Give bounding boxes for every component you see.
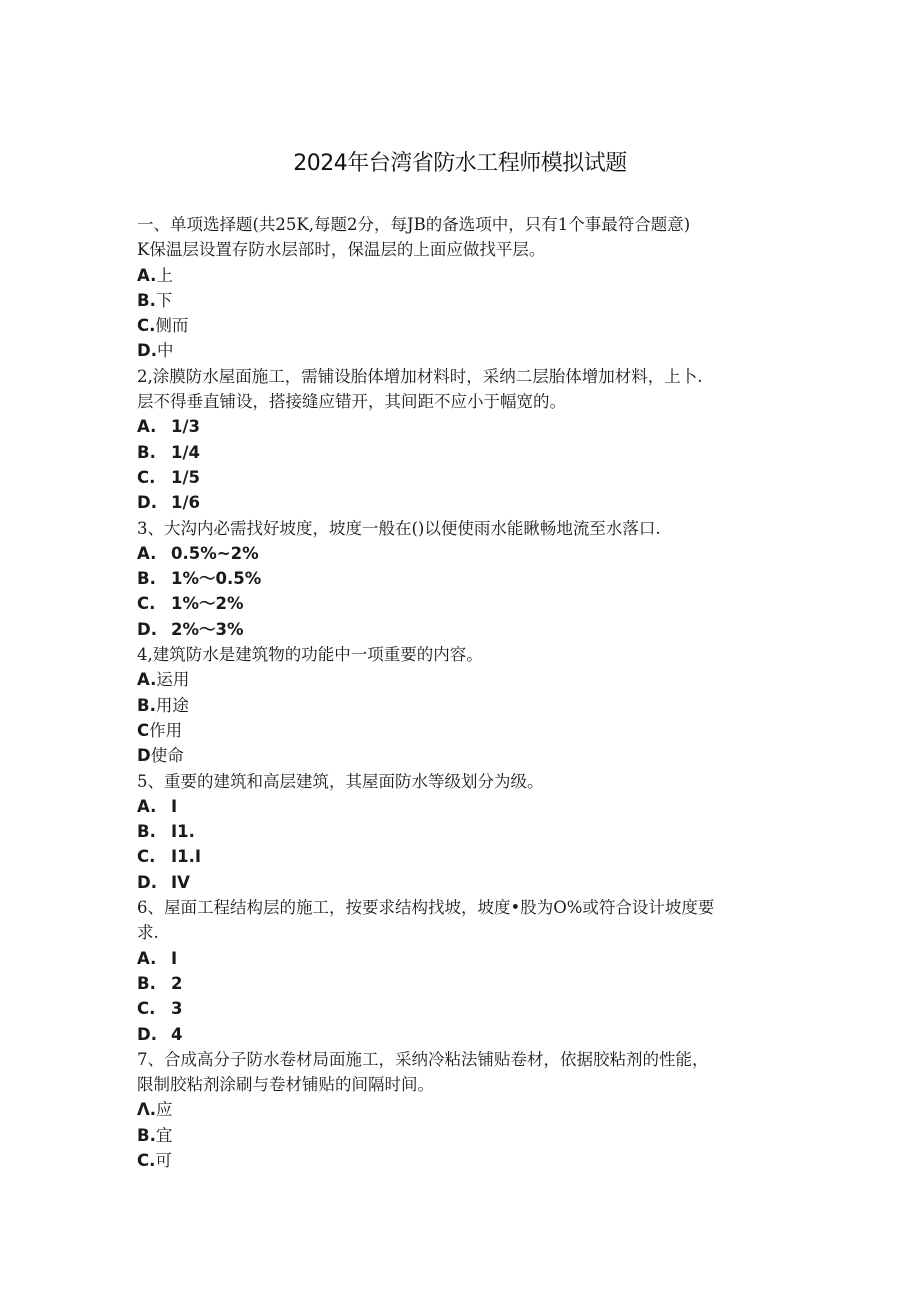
option-key: D. <box>137 341 157 361</box>
option-text: 1/4 <box>171 442 200 462</box>
option-text: 4 <box>171 1024 183 1044</box>
option-text: 1%〜0.5% <box>171 569 262 589</box>
option-text: 用途 <box>155 695 189 715</box>
option-key: Λ. <box>137 1100 157 1120</box>
answer-option <box>137 338 787 363</box>
option-text: 0.5%~2% <box>171 543 259 563</box>
option-key: A. <box>137 670 157 690</box>
question-stem-continued: 层不得垂直铺设，搭接缝应错开，其间距不应小于幅宽的。 <box>137 392 566 412</box>
option-key: B. <box>137 442 156 462</box>
answer-option <box>137 870 787 895</box>
option-text: I1. <box>171 822 195 842</box>
option-text: 作用 <box>149 720 183 740</box>
option-key: B. <box>137 569 156 589</box>
option-text: 侧而 <box>155 316 189 336</box>
answer-option <box>137 566 787 591</box>
answer-option <box>137 440 787 465</box>
question-stem: 5、重要的建筑和高层建筑，其屋面防水等级划分为级。 <box>137 771 544 791</box>
option-key: C <box>137 720 150 740</box>
option-text: 可 <box>155 1150 172 1170</box>
question-stem: 7、合成高分子防水卷材局面施工，采纳冷粘法铺贴卷材，依据胶粘剂的性能， <box>137 1049 709 1069</box>
option-key: C. <box>137 594 156 614</box>
question-stem: 6、屋面工程结构层的施工，按要求结构找坡，坡度•股为O%或符合设计坡度要 <box>137 898 715 918</box>
option-text: 1/6 <box>171 493 200 513</box>
answer-option <box>137 288 787 313</box>
option-text: 中 <box>156 341 174 361</box>
option-key: D. <box>137 872 157 892</box>
option-text: I <box>171 796 178 816</box>
option-text: 使命 <box>150 746 184 766</box>
option-key: B. <box>137 695 156 715</box>
answer-option <box>137 971 787 996</box>
option-key: A. <box>137 417 157 437</box>
option-text: 下 <box>155 290 173 310</box>
option-text: 应 <box>156 1100 173 1120</box>
answer-option <box>137 1123 787 1148</box>
option-key: B. <box>137 1125 156 1145</box>
option-key: B. <box>137 973 156 993</box>
answer-option <box>137 313 787 338</box>
option-text: 1%〜2% <box>171 594 244 614</box>
answer-option <box>137 490 787 515</box>
option-text: 2 <box>171 973 183 993</box>
option-text: 3 <box>171 999 183 1019</box>
option-text: 运用 <box>156 670 190 690</box>
answer-option <box>137 743 787 768</box>
answer-option <box>137 263 787 288</box>
option-key: A. <box>137 543 157 563</box>
answer-option <box>137 794 787 819</box>
answer-option <box>137 667 787 692</box>
document-body <box>137 212 787 1173</box>
option-key: C. <box>137 467 156 487</box>
option-key: C. <box>137 999 156 1019</box>
question-stem-continued: 限制胶粘剂涂刷与卷材铺贴的间隔时间。 <box>137 1075 434 1095</box>
option-text: 1/5 <box>171 467 200 487</box>
answer-option <box>137 844 787 869</box>
option-key: D <box>137 746 151 766</box>
answer-option <box>137 617 787 642</box>
option-key: A. <box>137 948 157 968</box>
option-text: 上 <box>156 265 173 285</box>
option-key: D. <box>137 1024 157 1044</box>
answer-option <box>137 996 787 1021</box>
answer-option <box>137 1148 787 1173</box>
answer-option <box>137 1097 787 1122</box>
question-stem-continued: 求. <box>137 923 159 943</box>
option-key: D. <box>137 619 157 639</box>
option-key: C. <box>137 847 156 867</box>
question-stem: 3、大沟内必需找好坡度，坡度一般在()以便使雨水能瞅畅地流至水落口. <box>137 518 661 538</box>
option-key: B. <box>137 822 156 842</box>
answer-option <box>137 1022 787 1047</box>
question-stem: K保温层设置存防水层部时，保温层的上面应做找平层。 <box>137 240 546 260</box>
question-stem: 4,建筑防水是建筑物的功能中一项重要的内容。 <box>137 645 483 665</box>
option-key: B. <box>137 290 156 310</box>
option-key: A. <box>137 265 157 285</box>
option-key: A. <box>137 796 157 816</box>
answer-option <box>137 414 787 439</box>
question-stem: 2,涂膜防水屋面施工，需铺设胎体增加材料时，采纳二层胎体增加材料，上卜. <box>137 366 703 386</box>
option-key: D. <box>137 493 157 513</box>
section-heading: 一、单项选择题(共25K,每题2分，每JB的备选项中，只有1个事最符合题意) <box>137 215 691 234</box>
option-key: C. <box>137 316 156 336</box>
option-text: 2%〜3% <box>171 619 244 639</box>
option-text: I1.I <box>171 847 202 867</box>
option-text: 1/3 <box>171 417 200 437</box>
document-title: 2024年台湾省防水工程师模拟试题 <box>293 151 627 176</box>
answer-option <box>137 718 787 743</box>
option-key: C. <box>137 1150 156 1170</box>
answer-option <box>137 591 787 616</box>
answer-option <box>137 819 787 844</box>
answer-option <box>137 465 787 490</box>
answer-option <box>137 693 787 718</box>
option-text: I <box>171 948 178 968</box>
answer-option <box>137 541 787 566</box>
option-text: IV <box>171 872 190 892</box>
answer-option <box>137 946 787 971</box>
option-text: 宜 <box>155 1125 173 1145</box>
